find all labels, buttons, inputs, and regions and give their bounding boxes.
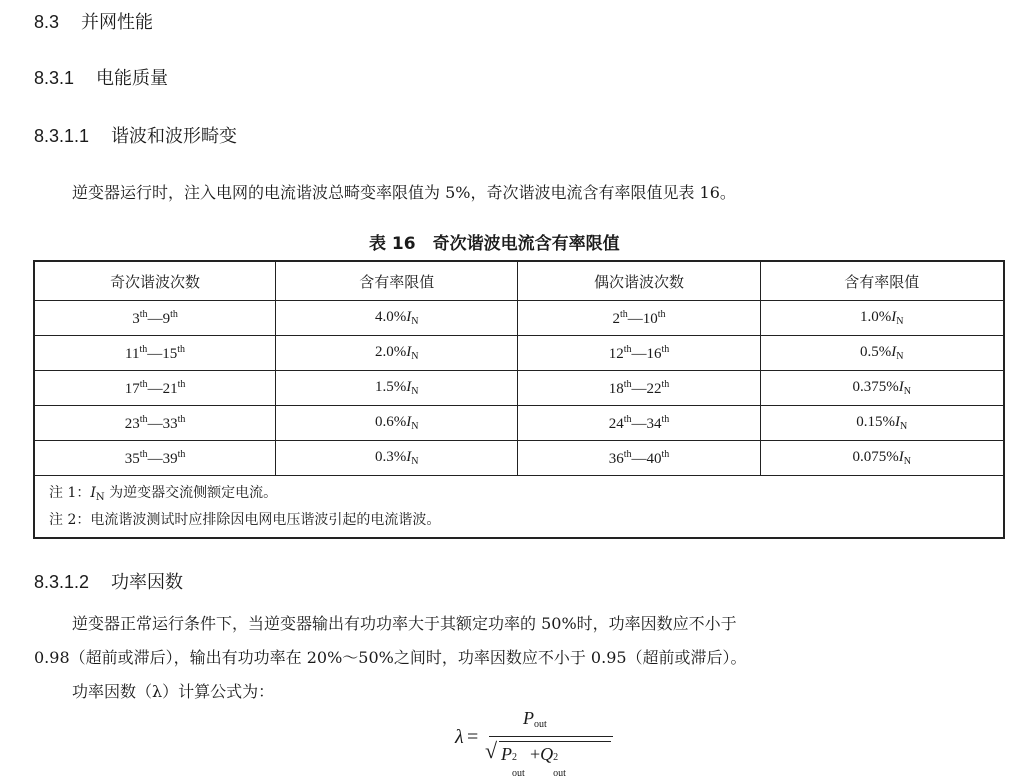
header-even-order: 偶次谐波次数 — [518, 261, 760, 301]
heading-number: 8.3 — [34, 12, 60, 32]
paragraph-pf-line2: 0.98（超前或滞后），输出有功功率在 20%～50%之间时，功率因数应不小于 0.95（超前或滞后）。 — [34, 648, 747, 667]
odd-order-cell: 3th—9th — [34, 301, 276, 336]
formula-sqrt-bar — [499, 741, 611, 742]
heading-number: 8.3.1.2 — [34, 572, 90, 592]
note-1: 注 1：$I_N$ 为逆变器交流侧额定电流。 — [49, 485, 278, 503]
heading-title: 电能质量 — [96, 68, 169, 88]
odd-order-cell: 23th—33th — [34, 406, 276, 441]
heading-title: 谐波和波形畸变 — [111, 126, 238, 146]
table-notes — [34, 476, 1004, 539]
table-row — [34, 371, 1004, 406]
even-order-cell: 18th—22th — [518, 371, 760, 406]
power-factor-formula — [455, 708, 615, 779]
even-order-cell: 24th—34th — [518, 406, 760, 441]
even-limit-cell: $0.375\%I_N$ — [760, 371, 1004, 406]
paragraph-pf-line3: 功率因数（λ）计算公式为： — [72, 682, 275, 701]
odd-limit-cell: $0.6\%I_N$ — [276, 406, 518, 441]
heading-8-3-1-1 — [34, 122, 237, 148]
even-limit-cell: $1.0\%I_N$ — [760, 301, 1004, 336]
table-header-row — [34, 261, 1004, 301]
formula-sqrt-sign: √ — [485, 738, 498, 763]
heading-8-3 — [34, 8, 153, 34]
odd-order-cell: 35th—39th — [34, 441, 276, 476]
table-row — [34, 441, 1004, 476]
heading-8-3-1 — [34, 64, 168, 90]
header-even-limit: 含有率限值 — [760, 261, 1004, 301]
heading-title: 功率因数 — [111, 572, 184, 592]
odd-limit-cell: $2.0\%I_N$ — [276, 336, 518, 371]
formula-fraction-bar — [489, 736, 613, 737]
table-caption: 表 16 奇次谐波电流含有率限值 — [369, 234, 620, 254]
odd-limit-cell: $4.0\%I_N$ — [276, 301, 518, 336]
odd-limit-cell: $1.5\%I_N$ — [276, 371, 518, 406]
heading-title: 并网性能 — [81, 12, 154, 32]
formula-denominator: P 2 out +Q 2 out — [501, 744, 566, 779]
heading-number: 8.3.1.1 — [34, 126, 90, 146]
table-row — [34, 406, 1004, 441]
formula-lambda: λ — [455, 726, 464, 748]
table-row — [34, 336, 1004, 371]
even-order-cell: 36th—40th — [518, 441, 760, 476]
paragraph-pf-line1: 逆变器正常运行条件下，当逆变器输出有功功率大于其额定功率的 50%时，功率因数应不小于 — [72, 614, 737, 633]
formula-numerator: $P_{out}$ — [523, 708, 547, 730]
odd-order-cell: 11th—15th — [34, 336, 276, 371]
paragraph-harmonic: 逆变器运行时，注入电网的电流谐波总畸变率限值为 5%，奇次谐波电流含有率限值见表 16。 — [72, 183, 736, 202]
even-order-cell: 2th—10th — [518, 301, 760, 336]
odd-order-cell: 17th—21th — [34, 371, 276, 406]
harmonic-limits-table — [33, 260, 1005, 539]
header-odd-order: 奇次谐波次数 — [34, 261, 276, 301]
even-limit-cell: $0.5\%I_N$ — [760, 336, 1004, 371]
header-odd-limit: 含有率限值 — [276, 261, 518, 301]
formula-equals: = — [467, 726, 479, 748]
heading-number: 8.3.1 — [34, 68, 75, 88]
even-limit-cell: $0.15\%I_N$ — [760, 406, 1004, 441]
even-order-cell: 12th—16th — [518, 336, 760, 371]
table-row — [34, 301, 1004, 336]
note-2: 注 2：电流谐波测试时应排除因电网电压谐波引起的电流谐波。 — [49, 512, 441, 528]
heading-8-3-1-2 — [34, 568, 183, 594]
odd-limit-cell: $0.3\%I_N$ — [276, 441, 518, 476]
table-notes-row — [34, 476, 1004, 539]
even-limit-cell: $0.075\%I_N$ — [760, 441, 1004, 476]
